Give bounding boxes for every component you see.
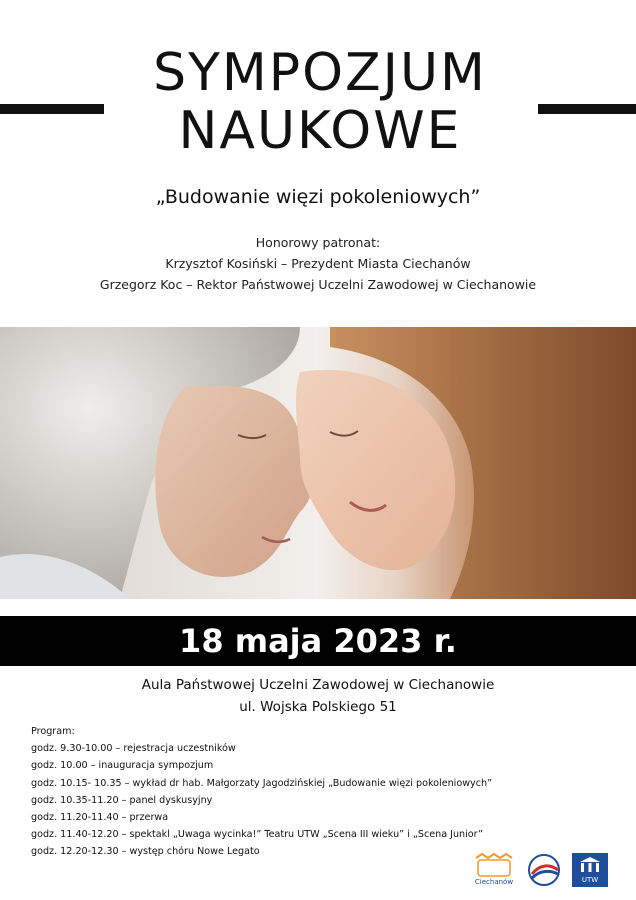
ciechanow-logo-text: Ciechanów <box>474 878 514 886</box>
title-right-rule <box>538 104 636 114</box>
program-item: godz. 9.30-10.00 – rejestracja uczestników <box>31 743 236 755</box>
logos-svg <box>470 850 620 890</box>
photo-illustration <box>0 327 636 599</box>
program-list <box>31 723 611 861</box>
event-subtitle: „Budowanie więzi pokoleniowych” <box>155 186 481 208</box>
venue-address: ul. Wojska Polskiego 51 <box>239 699 397 715</box>
title-line-2: NAUKOWE <box>178 101 462 161</box>
program-item: godz. 11.20-11.40 – przerwa <box>31 812 169 824</box>
sponsor-logos <box>470 850 620 890</box>
patronage-block <box>0 232 636 295</box>
generations-photo <box>0 327 636 599</box>
poster-title <box>110 44 530 160</box>
patronage-heading: Honorowy patronat: <box>255 235 381 250</box>
program-item: godz. 10.35-11.20 – panel dyskusyjny <box>31 794 213 806</box>
patron-2: Grzegorz Koc – Rektor Państwowej Uczelni Zawodowej w Ciechanowie <box>99 277 537 292</box>
venue-name: Aula Państwowej Uczelni Zawodowej w Ciechanowie <box>141 677 495 693</box>
university-logo <box>529 855 559 885</box>
title-line-1: SYMPOZJUM <box>153 43 487 103</box>
utw-logo-text: UTW <box>581 876 599 884</box>
utw-logo <box>572 853 608 887</box>
program-heading: Program: <box>31 726 75 737</box>
program-item: godz. 10.15- 10.35 – wykład dr hab. Małgorzaty Jagodzińskiej „Budowanie więzi pokoleniowych” <box>31 777 493 789</box>
patron-1: Krzysztof Kosiński – Prezydent Miasta Ciechanów <box>165 256 471 271</box>
title-block <box>0 44 636 174</box>
program-item: godz. 10.00 – inauguracja sympozjum <box>31 760 214 772</box>
program-item: godz. 12.20-12.30 – występ chóru Nowe Legato <box>31 846 260 858</box>
title-left-rule <box>0 104 104 114</box>
program-item: godz. 11.40-12.20 – spektakl „Uwaga wycinka!” Teatru UTW „Scena III wieku” i „Scena Junior” <box>31 829 483 841</box>
event-date: 18 maja 2023 r. <box>179 622 457 660</box>
venue-block <box>0 674 636 718</box>
ciechanow-logo <box>475 854 513 886</box>
event-date-banner <box>0 616 636 666</box>
